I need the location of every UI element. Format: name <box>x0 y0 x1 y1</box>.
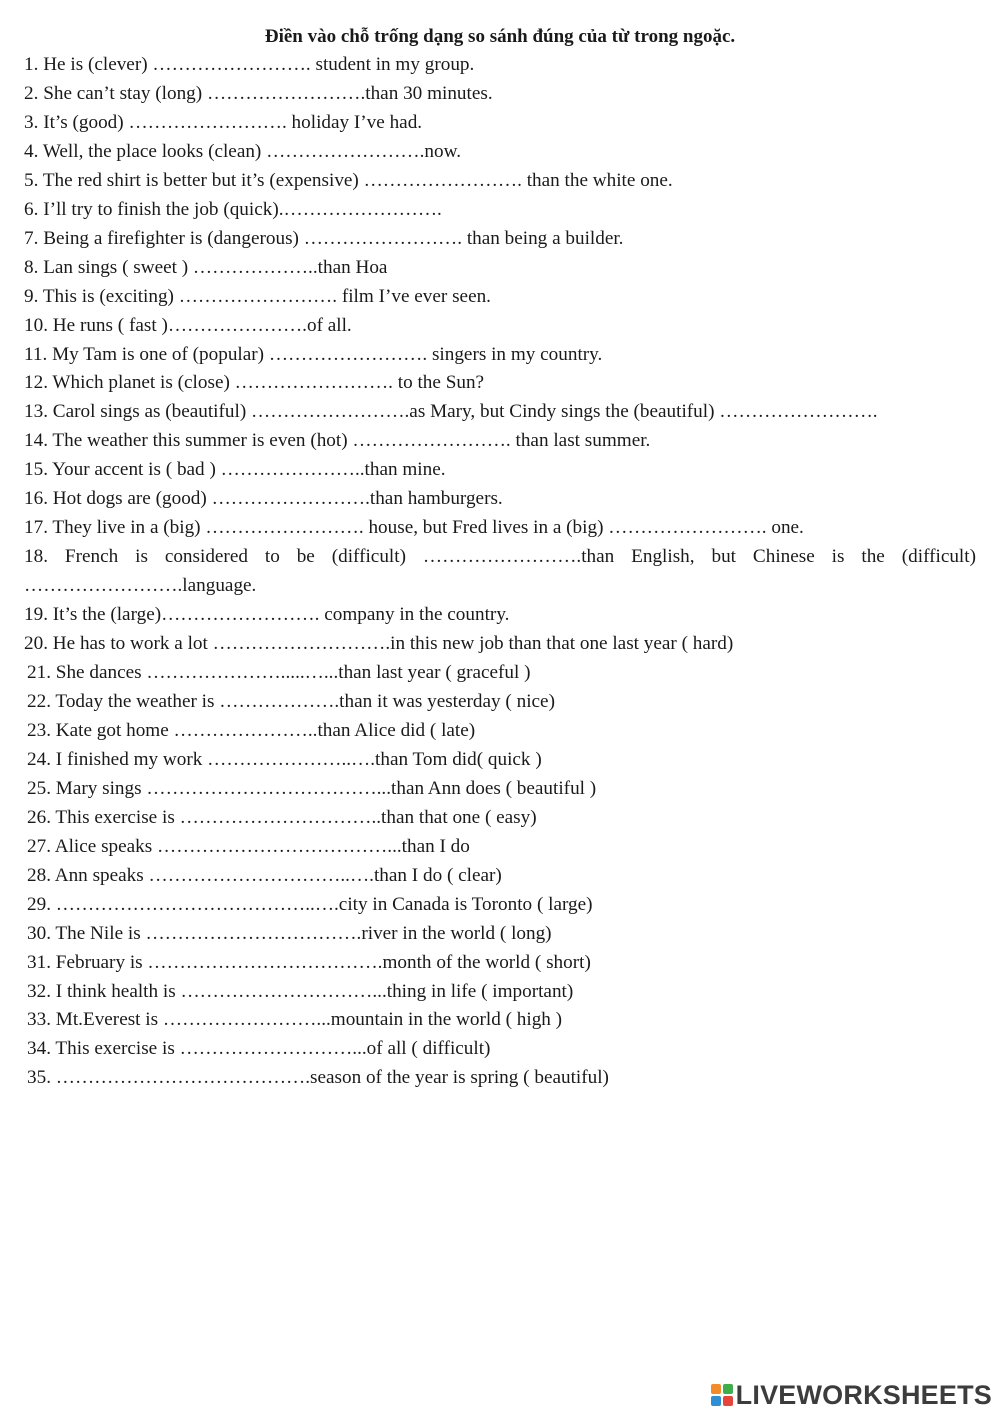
exercise-item-6: 6. I’ll try to finish the job (quick).……………………. <box>24 198 442 220</box>
exercise-item-22: 22. Today the weather is ……………….than it was yesterday ( nice) <box>27 690 555 712</box>
exercise-item-15: 15. Your accent is ( bad ) …………………..than mine. <box>24 459 446 481</box>
exercise-list <box>24 51 976 1093</box>
exercise-item-13: 13. Carol sings as (beautiful) …………………….as Mary, but Cindy sings the (beautiful) ……………………. <box>24 401 878 423</box>
exercise-item-1: 1. He is (clever) ……………………. student in my group. <box>24 54 475 75</box>
exercise-item-30: 30. The Nile is …………………………….river in the world ( long) <box>27 922 552 944</box>
exercise-item-19: 19. It’s the (large)……………………. company in the country. <box>24 604 510 626</box>
exercise-item-35: 35. ………………………………….season of the year is spring ( beautiful) <box>27 1067 609 1089</box>
liveworksheets-logo-icon <box>711 1384 733 1406</box>
exercise-item-26: 26. This exercise is …………………………..than that one ( easy) <box>27 806 537 828</box>
worksheet-title: Điền vào chỗ trống dạng so sánh đúng của từ trong ngoặc. <box>264 26 736 47</box>
exercise-item-5: 5. The red shirt is better but it’s (expensive) ……………………. than the white one. <box>24 169 673 191</box>
exercise-item-4: 4. Well, the place looks (clean) …………………….now. <box>24 140 462 162</box>
exercise-item-27: 27. Alice speaks ………………………………...than I do <box>27 835 470 857</box>
exercise-item-28: 28. Ann speaks …………………………..….than I do ( clear) <box>27 864 502 886</box>
exercise-item-9: 9. This is (exciting) ……………………. film I’ve ever seen. <box>24 285 491 307</box>
exercise-item-20: 20. He has to work a lot ……………………….in this new job than that one last year ( hard) <box>24 633 734 655</box>
exercise-item-25: 25. Mary sings ………………………………...than Ann does ( beautiful ) <box>27 777 597 799</box>
exercise-item-2: 2. She can’t stay (long) …………………….than 30 minutes. <box>24 82 493 104</box>
exercise-item-12: 12. Which planet is (close) ……………………. to the Sun? <box>24 372 485 394</box>
exercise-item-32: 32. I think health is …………………………...thing in life ( important) <box>27 980 574 1002</box>
exercise-item-33: 33. Mt.Everest is ……………………...mountain in the world ( high ) <box>27 1009 563 1031</box>
exercise-item-23: 23. Kate got home …………………..than Alice did ( late) <box>27 719 476 741</box>
exercise-item-10: 10. He runs ( fast )………………….of all. <box>24 314 352 336</box>
exercise-item-7: 7. Being a firefighter is (dangerous) ……………………. than being a builder. <box>24 227 624 249</box>
exercise-item-16: 16. Hot dogs are (good) …………………….than hamburgers. <box>24 488 503 510</box>
exercise-item-3: 3. It’s (good) ……………………. holiday I’ve had. <box>24 111 423 133</box>
exercise-item-14: 14. The weather this summer is even (hot) ……………………. than last summer. <box>24 430 651 452</box>
exercise-item-31: 31. February is ……………………………….month of the world ( short) <box>27 951 591 973</box>
exercise-item-24: 24. I finished my work …………………..….than Tom did( quick ) <box>27 748 542 770</box>
exercise-item-8: 8. Lan sings ( sweet ) ………………..than Hoa <box>24 256 388 278</box>
exercise-item-34: 34. This exercise is ………………………...of all ( difficult) <box>27 1038 491 1060</box>
liveworksheets-logo-text: LIVEWORKSHEETS <box>735 1379 992 1410</box>
exercise-item-17: 17. They live in a (big) ……………………. house, but Fred lives in a (big) ……………………. one. <box>24 517 804 539</box>
exercise-item-21: 21. She dances ………………….....…...than last year ( graceful ) <box>27 662 531 684</box>
exercise-item-18: 18. French is considered to be (difficult) …………………….than English, but Chinese is the (difficult) …………………….language. <box>24 546 976 597</box>
exercise-item-11: 11. My Tam is one of (popular) ……………………. singers in my country. <box>24 343 603 365</box>
liveworksheets-logo <box>711 1381 992 1409</box>
exercise-item-29: 29. …………………………………..….city in Canada is Toronto ( large) <box>27 893 593 915</box>
